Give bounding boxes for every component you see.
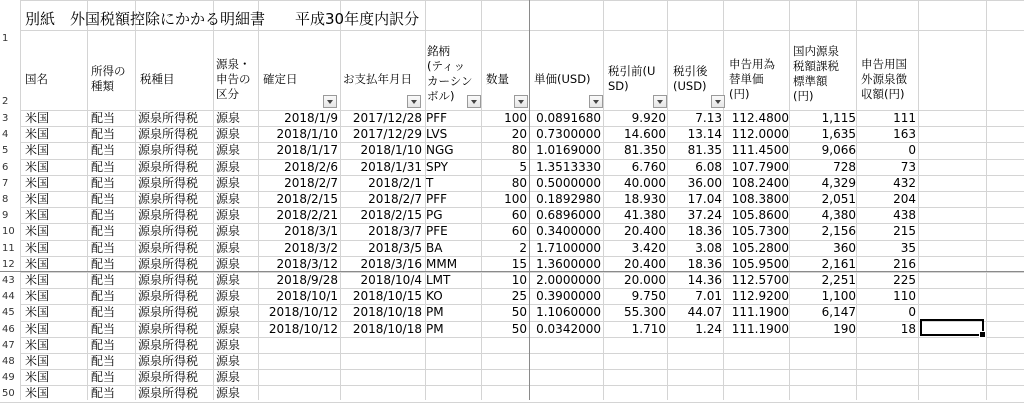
cell-price[interactable]: 0.7300000 — [536, 127, 601, 141]
cell-country[interactable]: 米国 — [25, 192, 50, 206]
grid-row-line — [0, 30, 1024, 31]
cell-src[interactable]: 源泉 — [216, 273, 241, 287]
cell-base[interactable]: 2,251 — [821, 273, 856, 287]
cell-country[interactable]: 米国 — [25, 208, 50, 222]
row-number[interactable]: 47 — [2, 340, 15, 351]
header-income-type[interactable]: 所得の 種類 — [91, 64, 126, 93]
cell-country[interactable]: 米国 — [25, 338, 50, 352]
cell-country[interactable]: 米国 — [25, 111, 50, 125]
cell-type[interactable]: 配当 — [91, 241, 116, 255]
cell-base[interactable]: 9,066 — [821, 143, 856, 157]
row-number[interactable]: 2 — [2, 96, 9, 107]
cell-settle[interactable]: 2018/10/12 — [268, 322, 338, 336]
cell-ticker[interactable]: PFE — [426, 224, 448, 238]
cell-country[interactable]: 米国 — [25, 289, 50, 303]
cell-ticker[interactable]: KO — [426, 289, 443, 303]
grid-col-line — [986, 0, 987, 400]
cell-settle[interactable]: 2018/3/12 — [276, 257, 338, 271]
filter-dropdown-icon[interactable] — [514, 95, 528, 108]
cell-tax[interactable]: 源泉所得税 — [138, 370, 199, 384]
cell-price[interactable]: 1.7100000 — [536, 241, 601, 255]
cell-ftax[interactable]: 216 — [893, 257, 916, 271]
cell-post[interactable]: 17.04 — [687, 192, 722, 206]
cell-price[interactable]: 0.6896000 — [536, 208, 601, 222]
cell-fx[interactable]: 105.8600 — [731, 208, 789, 222]
cell-type[interactable]: 配当 — [91, 160, 116, 174]
cell-ticker[interactable]: T — [426, 176, 434, 190]
cell-pay[interactable]: 2018/3/5 — [368, 241, 422, 255]
cell-base[interactable]: 1,115 — [821, 111, 856, 125]
cell-ticker[interactable]: PG — [426, 208, 443, 222]
cell-pay[interactable]: 2018/3/16 — [360, 257, 422, 271]
row-number[interactable]: 10 — [2, 226, 15, 237]
cell-src[interactable]: 源泉 — [216, 192, 241, 206]
row-number[interactable]: 12 — [2, 259, 15, 270]
row-number[interactable]: 11 — [2, 243, 15, 254]
cell-src[interactable]: 源泉 — [216, 241, 241, 255]
cell-country[interactable]: 米国 — [25, 386, 50, 400]
header-settle-date[interactable]: 確定日 — [263, 72, 298, 86]
cell-base[interactable]: 728 — [833, 160, 856, 174]
cell-price[interactable]: 0.0891680 — [536, 111, 601, 125]
cell-tax[interactable]: 源泉所得税 — [138, 273, 199, 287]
cell-ticker[interactable]: PFF — [426, 111, 448, 125]
cell-settle[interactable]: 2018/2/21 — [276, 208, 338, 222]
cell-ftax[interactable]: 432 — [893, 176, 916, 190]
cell-ticker[interactable]: BA — [426, 241, 443, 255]
cell-type[interactable]: 配当 — [91, 257, 116, 271]
cell-qty[interactable]: 10 — [511, 273, 527, 287]
cell-country[interactable]: 米国 — [25, 224, 50, 238]
cell-src[interactable]: 源泉 — [216, 176, 241, 190]
cell-tax[interactable]: 源泉所得税 — [138, 338, 199, 352]
cell-src[interactable]: 源泉 — [216, 127, 241, 141]
cell-tax[interactable]: 源泉所得税 — [138, 322, 199, 336]
cell-pay[interactable]: 2018/3/7 — [368, 224, 422, 238]
header-quantity[interactable]: 数量 — [486, 72, 509, 86]
cell-qty[interactable]: 60 — [511, 208, 527, 222]
cell-country[interactable]: 米国 — [25, 127, 50, 141]
cell-country[interactable]: 米国 — [25, 354, 50, 368]
cell-pay[interactable]: 2018/2/7 — [368, 192, 422, 206]
header-domestic-base[interactable]: 国内源泉 税額課税 標準額 (円) — [793, 44, 839, 103]
cell-type[interactable]: 配当 — [91, 224, 116, 238]
cell-src[interactable]: 源泉 — [216, 289, 241, 303]
cell-tax[interactable]: 源泉所得税 — [138, 354, 199, 368]
cell-post[interactable]: 3.08 — [695, 241, 722, 255]
cell-src[interactable]: 源泉 — [216, 386, 241, 400]
cell-post[interactable]: 81.35 — [687, 143, 722, 157]
cell-settle[interactable]: 2018/1/17 — [276, 143, 338, 157]
cell-qty[interactable]: 25 — [511, 289, 527, 303]
cell-type[interactable]: 配当 — [91, 111, 116, 125]
row-number[interactable]: 43 — [2, 275, 15, 286]
selected-cell[interactable] — [920, 319, 984, 336]
cell-src[interactable]: 源泉 — [216, 305, 241, 319]
row-number[interactable]: 46 — [2, 324, 15, 335]
cell-fx[interactable]: 111.4500 — [731, 143, 789, 157]
cell-ticker[interactable]: SPY — [426, 160, 448, 174]
cell-fx[interactable]: 112.0000 — [731, 127, 789, 141]
cell-tax[interactable]: 源泉所得税 — [138, 305, 199, 319]
cell-type[interactable]: 配当 — [91, 273, 116, 287]
cell-price[interactable]: 0.3400000 — [536, 224, 601, 238]
header-pay-date[interactable]: お支払年月日 — [343, 72, 412, 86]
cell-type[interactable]: 配当 — [91, 208, 116, 222]
filter-dropdown-icon[interactable] — [711, 95, 725, 108]
cell-ftax[interactable]: 163 — [893, 127, 916, 141]
row-number[interactable]: 9 — [2, 210, 9, 221]
cell-country[interactable]: 米国 — [25, 322, 50, 336]
cell-post[interactable]: 36.00 — [687, 176, 722, 190]
cell-tax[interactable]: 源泉所得税 — [138, 127, 199, 141]
cell-price[interactable]: 1.3513330 — [536, 160, 601, 174]
cell-pre[interactable]: 18.930 — [624, 192, 666, 206]
cell-pre[interactable]: 1.710 — [631, 322, 666, 336]
cell-tax[interactable]: 源泉所得税 — [138, 289, 199, 303]
cell-ftax[interactable]: 110 — [893, 289, 916, 303]
cell-qty[interactable]: 60 — [511, 224, 527, 238]
row-number[interactable]: 48 — [2, 356, 15, 367]
grid-col-line — [856, 0, 857, 400]
cell-qty[interactable]: 100 — [504, 111, 527, 125]
cell-type[interactable]: 配当 — [91, 192, 116, 206]
row-number[interactable]: 1 — [2, 33, 9, 44]
cell-src[interactable]: 源泉 — [216, 257, 241, 271]
cell-fx[interactable]: 111.1900 — [731, 305, 789, 319]
cell-type[interactable]: 配当 — [91, 127, 116, 141]
header-source-category[interactable]: 源泉・ 申告の 区分 — [216, 57, 251, 101]
cell-qty[interactable]: 50 — [511, 322, 527, 336]
header-ticker[interactable]: 銘柄 (ティッ カーシン ボル) — [427, 44, 473, 103]
cell-qty[interactable]: 2 — [519, 241, 527, 255]
cell-settle[interactable]: 2018/2/7 — [284, 176, 338, 190]
cell-ftax[interactable]: 35 — [900, 241, 916, 255]
cell-settle[interactable]: 2018/1/10 — [276, 127, 338, 141]
cell-src[interactable]: 源泉 — [216, 224, 241, 238]
row-number[interactable]: 45 — [2, 307, 15, 318]
cell-settle[interactable]: 2018/10/1 — [276, 289, 338, 303]
cell-src[interactable]: 源泉 — [216, 208, 241, 222]
row-number[interactable]: 6 — [2, 162, 9, 173]
cell-base[interactable]: 190 — [833, 322, 856, 336]
cell-settle[interactable]: 2018/2/15 — [276, 192, 338, 206]
cell-pre[interactable]: 9.750 — [631, 289, 666, 303]
cell-base[interactable]: 1,635 — [821, 127, 856, 141]
cell-pre[interactable]: 6.760 — [631, 160, 666, 174]
row-number[interactable]: 3 — [2, 113, 9, 124]
cell-price[interactable]: 1.0169000 — [536, 143, 601, 157]
cell-country[interactable]: 米国 — [25, 176, 50, 190]
header-country[interactable]: 国名 — [25, 72, 48, 86]
cell-base[interactable]: 2,156 — [821, 224, 856, 238]
cell-country[interactable]: 米国 — [25, 160, 50, 174]
cell-qty[interactable]: 5 — [519, 160, 527, 174]
freeze-pane-divider — [0, 271, 1024, 272]
row-number[interactable]: 50 — [2, 388, 15, 399]
header-pre-tax[interactable]: 税引前(U SD) — [608, 64, 656, 93]
cell-src[interactable]: 源泉 — [216, 160, 241, 174]
cell-pay[interactable]: 2018/10/15 — [352, 289, 422, 303]
row-number[interactable]: 7 — [2, 178, 9, 189]
cell-ftax[interactable]: 0 — [908, 305, 916, 319]
cell-pre[interactable]: 20.400 — [624, 257, 666, 271]
cell-base[interactable]: 6,147 — [821, 305, 856, 319]
cell-settle[interactable]: 2018/3/1 — [284, 224, 338, 238]
cell-ticker[interactable]: NGG — [426, 143, 454, 157]
cell-pre[interactable]: 40.000 — [624, 176, 666, 190]
row-number[interactable]: 44 — [2, 291, 15, 302]
cell-post[interactable]: 37.24 — [687, 208, 722, 222]
cell-type[interactable]: 配当 — [91, 143, 116, 157]
cell-price[interactable]: 2.0000000 — [536, 273, 601, 287]
cell-src[interactable]: 源泉 — [216, 354, 241, 368]
row-number[interactable]: 49 — [2, 372, 15, 383]
cell-qty[interactable]: 50 — [511, 305, 527, 319]
filter-dropdown-icon[interactable] — [653, 95, 667, 108]
cell-settle[interactable]: 2018/9/28 — [276, 273, 338, 287]
cell-fx[interactable]: 107.7900 — [731, 160, 789, 174]
cell-tax[interactable]: 源泉所得税 — [138, 224, 199, 238]
cell-pre[interactable]: 3.420 — [631, 241, 666, 255]
filter-dropdown-icon[interactable] — [589, 95, 603, 108]
cell-country[interactable]: 米国 — [25, 241, 50, 255]
cell-country[interactable]: 米国 — [25, 305, 50, 319]
row-number[interactable]: 8 — [2, 194, 9, 205]
cell-type[interactable]: 配当 — [91, 338, 116, 352]
cell-post[interactable]: 6.08 — [695, 160, 722, 174]
cell-pre[interactable]: 41.380 — [624, 208, 666, 222]
cell-qty[interactable]: 20 — [511, 127, 527, 141]
cell-type[interactable]: 配当 — [91, 289, 116, 303]
sheet-title[interactable]: 別紙 外国税額控除にかかる明細書 平成30年度内訳分 — [25, 10, 420, 28]
cell-pay[interactable]: 2017/12/29 — [352, 127, 422, 141]
cell-country[interactable]: 米国 — [25, 143, 50, 157]
cell-base[interactable]: 4,380 — [821, 208, 856, 222]
cell-price[interactable]: 1.1060000 — [536, 305, 601, 319]
cell-fx[interactable]: 105.7300 — [731, 224, 789, 238]
cell-settle[interactable]: 2018/1/9 — [284, 111, 338, 125]
cell-fx[interactable]: 112.4800 — [731, 111, 789, 125]
grid-col-line — [20, 0, 21, 400]
cell-country[interactable]: 米国 — [25, 257, 50, 271]
cell-ticker[interactable]: LVS — [426, 127, 448, 141]
cell-price[interactable]: 0.5000000 — [536, 176, 601, 190]
grid-col-line — [87, 0, 88, 400]
cell-fx[interactable]: 111.1900 — [731, 322, 789, 336]
cell-country[interactable]: 米国 — [25, 273, 50, 287]
cell-pre[interactable]: 20.000 — [624, 273, 666, 287]
cell-country[interactable]: 米国 — [25, 370, 50, 384]
cell-price[interactable]: 0.3900000 — [536, 289, 601, 303]
cell-base[interactable]: 2,051 — [821, 192, 856, 206]
cell-src[interactable]: 源泉 — [216, 143, 241, 157]
cell-pay[interactable]: 2018/2/1 — [368, 176, 422, 190]
cell-base[interactable]: 1,100 — [821, 289, 856, 303]
cell-type[interactable]: 配当 — [91, 305, 116, 319]
cell-ftax[interactable]: 438 — [893, 208, 916, 222]
cell-ftax[interactable]: 73 — [900, 160, 916, 174]
grid-col-line — [918, 0, 919, 400]
cell-price[interactable]: 0.1892980 — [536, 192, 601, 206]
cell-ticker[interactable]: PM — [426, 322, 444, 336]
cell-pay[interactable]: 2017/12/28 — [352, 111, 422, 125]
cell-pay[interactable]: 2018/1/31 — [360, 160, 422, 174]
filter-dropdown-icon[interactable] — [323, 95, 337, 108]
cell-src[interactable]: 源泉 — [216, 338, 241, 352]
cell-type[interactable]: 配当 — [91, 322, 116, 336]
cell-tax[interactable]: 源泉所得税 — [138, 386, 199, 400]
filter-dropdown-icon[interactable] — [467, 95, 481, 108]
cell-settle[interactable]: 2018/2/6 — [284, 160, 338, 174]
cell-fx[interactable]: 105.9500 — [731, 257, 789, 271]
cell-post[interactable]: 18.36 — [687, 224, 722, 238]
cell-settle[interactable]: 2018/10/12 — [268, 305, 338, 319]
cell-ftax[interactable]: 215 — [893, 224, 916, 238]
cell-fx[interactable]: 108.2400 — [731, 176, 789, 190]
cell-post[interactable]: 7.13 — [695, 111, 722, 125]
cell-base[interactable]: 4,329 — [821, 176, 856, 190]
cell-tax[interactable]: 源泉所得税 — [138, 241, 199, 255]
cell-ticker[interactable]: LMT — [426, 273, 451, 287]
cell-type[interactable]: 配当 — [91, 176, 116, 190]
cell-ftax[interactable]: 204 — [893, 192, 916, 206]
cell-fx[interactable]: 112.9200 — [731, 289, 789, 303]
cell-pre[interactable]: 81.350 — [624, 143, 666, 157]
cell-fx[interactable]: 105.2800 — [731, 241, 789, 255]
cell-ftax[interactable]: 18 — [900, 322, 916, 336]
cell-base[interactable]: 360 — [833, 241, 856, 255]
cell-ticker[interactable]: PM — [426, 305, 444, 319]
cell-fx[interactable]: 112.5700 — [731, 273, 789, 287]
cell-qty[interactable]: 15 — [511, 257, 527, 271]
cell-tax[interactable]: 源泉所得税 — [138, 208, 199, 222]
cell-tax[interactable]: 源泉所得税 — [138, 111, 199, 125]
row-header-column — [0, 0, 20, 400]
cell-post[interactable]: 13.14 — [687, 127, 722, 141]
cell-tax[interactable]: 源泉所得税 — [138, 257, 199, 271]
grid-row-line — [0, 0, 1024, 1]
cell-ftax[interactable]: 0 — [908, 143, 916, 157]
cell-type[interactable]: 配当 — [91, 370, 116, 384]
cell-qty[interactable]: 100 — [504, 192, 527, 206]
cell-pay[interactable]: 2018/10/18 — [352, 305, 422, 319]
cell-src[interactable]: 源泉 — [216, 111, 241, 125]
cell-price[interactable]: 1.3600000 — [536, 257, 601, 271]
cell-tax[interactable]: 源泉所得税 — [138, 192, 199, 206]
cell-ticker[interactable]: PFF — [426, 192, 448, 206]
cell-ticker[interactable]: MMM — [426, 257, 458, 271]
cell-post[interactable]: 18.36 — [687, 257, 722, 271]
header-post-tax[interactable]: 税引後 (USD) — [673, 64, 708, 93]
cell-type[interactable]: 配当 — [91, 386, 116, 400]
cell-pay[interactable]: 2018/10/18 — [352, 322, 422, 336]
cell-pre[interactable]: 9.920 — [631, 111, 666, 125]
cell-fx[interactable]: 108.3800 — [731, 192, 789, 206]
cell-post[interactable]: 1.24 — [695, 322, 722, 336]
cell-tax[interactable]: 源泉所得税 — [138, 143, 199, 157]
freeze-pane-divider — [529, 0, 530, 400]
header-unit-price[interactable]: 単価(USD) — [534, 72, 591, 86]
cell-type[interactable]: 配当 — [91, 354, 116, 368]
cell-pay[interactable]: 2018/1/10 — [360, 143, 422, 157]
cell-ftax[interactable]: 111 — [893, 111, 916, 125]
row-number[interactable]: 5 — [2, 145, 9, 156]
cell-src[interactable]: 源泉 — [216, 322, 241, 336]
cell-ftax[interactable]: 225 — [893, 273, 916, 287]
cell-qty[interactable]: 80 — [511, 143, 527, 157]
filter-dropdown-icon[interactable] — [407, 95, 421, 108]
cell-pre[interactable]: 20.400 — [624, 224, 666, 238]
cell-pay[interactable]: 2018/2/15 — [360, 208, 422, 222]
header-fx-rate[interactable]: 申告用為 替単価 (円) — [729, 57, 775, 101]
cell-post[interactable]: 7.01 — [695, 289, 722, 303]
cell-post[interactable]: 14.36 — [687, 273, 722, 287]
header-foreign-tax[interactable]: 申告用国 外源泉徴 収額(円) — [861, 57, 907, 101]
cell-qty[interactable]: 80 — [511, 176, 527, 190]
row-number[interactable]: 4 — [2, 129, 9, 140]
grid-col-line — [789, 0, 790, 400]
cell-base[interactable]: 2,161 — [821, 257, 856, 271]
cell-pay[interactable]: 2018/10/4 — [360, 273, 422, 287]
grid-col-line — [213, 0, 214, 400]
header-tax-item[interactable]: 税種目 — [140, 72, 175, 86]
cell-price[interactable]: 0.0342000 — [536, 322, 601, 336]
cell-post[interactable]: 44.07 — [687, 305, 722, 319]
cell-pre[interactable]: 55.300 — [624, 305, 666, 319]
cell-pre[interactable]: 14.600 — [624, 127, 666, 141]
cell-settle[interactable]: 2018/3/2 — [284, 241, 338, 255]
cell-tax[interactable]: 源泉所得税 — [138, 160, 199, 174]
cell-src[interactable]: 源泉 — [216, 370, 241, 384]
cell-tax[interactable]: 源泉所得税 — [138, 176, 199, 190]
